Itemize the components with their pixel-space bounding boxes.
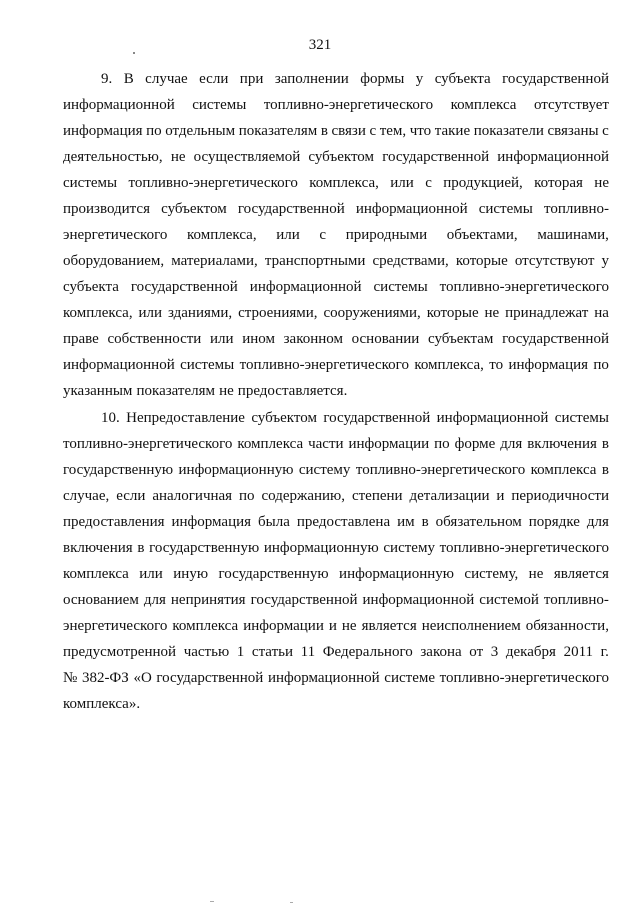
text-line: № 382-ФЗ «О государственной информационной системе топливно-энергетического bbox=[63, 670, 609, 686]
text-line: энергетического комплекса информации и не является неисполнением обязанности, bbox=[63, 618, 609, 634]
paragraph bbox=[63, 405, 609, 717]
document-body bbox=[63, 66, 609, 718]
page-number: 321 bbox=[308, 37, 332, 53]
text-line: предоставления информация была предоставлена им в обязательном порядке для bbox=[63, 514, 609, 530]
scan-speck bbox=[290, 902, 293, 903]
text-line: субъекта государственной информационной системы топливно-энергетического bbox=[63, 279, 609, 295]
text-line: 10. Непредоставление субъектом государственной информационной системы bbox=[101, 410, 609, 426]
text-line: основанием для непринятия государственной информационной системой топливно- bbox=[63, 592, 609, 608]
text-line: комплекса». bbox=[63, 696, 141, 712]
text-line: информационной системы топливно-энергетического комплекса, то информация по bbox=[63, 357, 609, 373]
scan-speck bbox=[210, 901, 214, 902]
text-line: 9. В случае если при заполнении формы у субъекта государственной bbox=[101, 71, 609, 87]
text-line: информация по отдельным показателям в связи с тем, что такие показатели связаны с bbox=[63, 123, 609, 139]
text-line: производится субъектом государственной информационной системы топливно- bbox=[63, 201, 609, 217]
text-line: включения в государственную информационную систему топливно-энергетического bbox=[63, 540, 609, 556]
text-line: деятельностью, не осуществляемой субъектом государственной информационной bbox=[63, 149, 609, 165]
text-line: комплекса, или зданиями, строениями, сооружениями, которые не принадлежат на bbox=[63, 305, 609, 321]
text-line: случае, если аналогичная по содержанию, степени детализации и периодичности bbox=[63, 488, 609, 504]
text-line: топливно-энергетического комплекса части информации по форме для включения в bbox=[63, 436, 609, 452]
text-line: комплекса или иную государственную информационную систему, не является bbox=[63, 566, 609, 582]
paragraph bbox=[63, 66, 609, 404]
text-line: праве собственности или ином законном основании субъектам государственной bbox=[63, 331, 609, 347]
text-line: государственную информационную систему топливно-энергетического комплекса в bbox=[63, 462, 609, 478]
text-line: системы топливно-энергетического комплекса, или с продукцией, которая не bbox=[63, 175, 609, 191]
text-line: информационной системы топливно-энергетического комплекса отсутствует bbox=[63, 97, 609, 113]
text-line: указанным показателям не предоставляется. bbox=[63, 383, 348, 399]
text-line: энергетического комплекса, или с природными объектами, машинами, bbox=[63, 227, 609, 243]
text-line: предусмотренной частью 1 статьи 11 Федерального закона от 3 декабря 2011 г. bbox=[63, 644, 609, 660]
text-line: оборудованием, материалами, транспортными средствами, которые отсутствуют у bbox=[63, 253, 609, 269]
